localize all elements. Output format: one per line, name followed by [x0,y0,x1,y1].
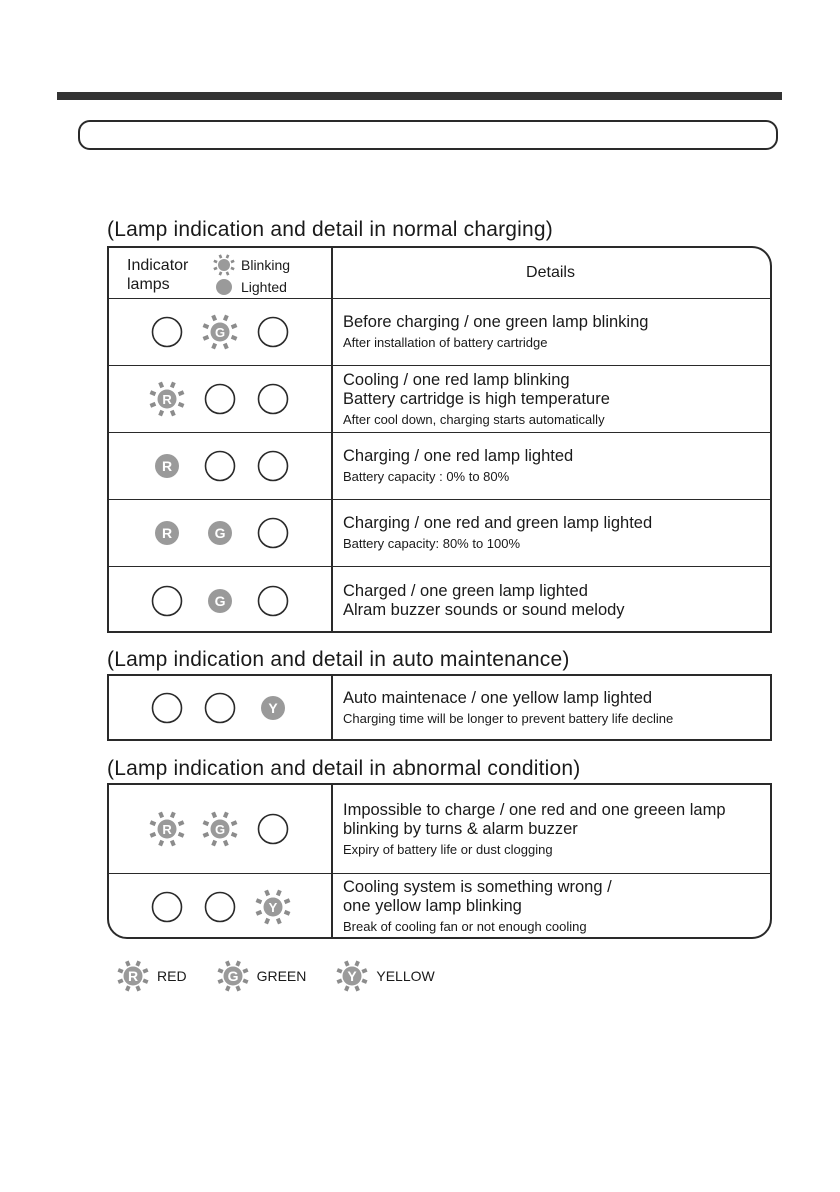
lamp-off-icon [258,518,288,548]
lamp-yellow-blinking-icon [258,892,288,922]
legend-label: GREEN [256,968,307,984]
lamp-off-icon [258,586,288,616]
detail-sub-text: Battery capacity: 80% to 100% [343,536,521,551]
detail-main-text: Cooling / one red lamp blinking [343,370,570,389]
lamp-off-icon [205,693,235,723]
detail-cell [343,500,762,566]
svg-text:G: G [214,822,226,837]
lamp-off-icon [258,384,288,414]
indicator-label-line2: lamps [127,276,170,293]
indicator-lamps-label [127,256,188,294]
legend-item-yellow [336,960,434,992]
lamp-red-blinking-icon [152,384,182,414]
detail-main-text: Auto maintenace / one yellow lamp lighted [343,688,653,707]
lighted-label: Lighted [241,279,287,295]
lamp-green-lighted-icon [205,586,235,616]
lamp-off-icon [152,892,182,922]
detail-sub-text: Break of cooling fan or not enough cooling [343,919,587,934]
red-lamp-icon [117,960,149,992]
lamp-group [109,299,331,365]
lamp-off-icon [205,384,235,414]
detail-main-text: Charging / one red and green lamp lighted [343,514,653,532]
table-row [109,566,770,634]
lamp-group [109,785,331,873]
blinking-label: Blinking [241,257,291,273]
color-legend [117,960,465,992]
auto-maintenance-table [107,674,772,741]
yellow-lamp-icon [336,960,368,992]
section-heading-abnormal: (Lamp indication and detail in abnormal condition) [107,757,581,780]
lamp-off-icon [152,317,182,347]
lighted-icon [213,276,235,298]
lamp-off-icon [258,451,288,481]
svg-text:R: R [162,822,172,837]
table-row [109,873,770,939]
lamp-off-icon [152,693,182,723]
legend-label: YELLOW [376,968,435,984]
lamp-yellow-lighted-icon [258,693,288,723]
detail-main-text: blinking by turns & alarm buzzer [343,819,578,838]
top-rule [57,92,782,100]
lamp-off-icon [152,586,182,616]
svg-text:G: G [214,325,226,340]
table-row [109,785,770,873]
normal-charging-table [107,246,772,633]
detail-cell [343,874,762,939]
detail-sub-text: Battery capacity : 0% to 80% [343,469,510,484]
table-row [109,298,770,365]
svg-text:G: G [214,592,226,609]
svg-text:Y: Y [347,968,358,984]
section-heading-auto: (Lamp indication and detail in auto maintenance) [107,648,570,671]
detail-cell [343,676,762,739]
table-row [109,499,770,566]
title-box [78,120,778,150]
green-lamp-icon [217,960,249,992]
svg-text:G: G [214,525,226,541]
detail-main-text: Impossible to charge / one red and one greeen lamp [343,800,726,819]
svg-text:R: R [162,392,172,407]
table-row [109,365,770,432]
detail-main-text: Battery cartridge is high temperature [343,389,610,408]
detail-cell [343,567,762,634]
column-divider [331,785,333,937]
legend-item-red [117,960,187,992]
lamp-green-blinking-icon [205,814,235,844]
detail-cell [343,366,762,432]
detail-main-text: Cooling system is something wrong / [343,878,612,896]
svg-text:R: R [127,968,139,984]
lamp-group [109,676,331,739]
svg-text:R: R [161,525,173,541]
lamp-off-icon [205,892,235,922]
detail-cell [343,299,762,365]
detail-main-text: Charged / one green lamp lighted [343,581,588,600]
detail-main-text: one yellow lamp blinking [343,897,522,915]
lamp-group [109,433,331,499]
lamp-group [109,366,331,432]
legend-label: RED [157,968,187,984]
svg-text:Y: Y [268,699,278,716]
details-header: Details [526,264,575,281]
column-divider [331,248,333,631]
detail-cell [343,433,762,499]
lamp-red-lighted-icon [152,518,182,548]
abnormal-condition-table [107,783,772,939]
detail-main-text: Charging / one red lamp lighted [343,447,574,465]
indicator-label-line1: Indicator [127,257,189,274]
lighted-legend [213,276,287,298]
detail-sub-text: Expiry of battery life or dust clogging [343,841,553,857]
lamp-green-blinking-icon [205,317,235,347]
legend-item-green [217,960,307,992]
table-header-row [109,248,770,298]
table-row [109,676,770,739]
detail-sub-text: After cool down, charging starts automatically [343,411,605,427]
lamp-off-icon [258,814,288,844]
section-heading-normal: (Lamp indication and detail in normal charging) [107,218,553,241]
svg-text:Y: Y [268,899,278,915]
detail-main-text: Before charging / one green lamp blinking [343,313,649,331]
detail-main-text: Alram buzzer sounds or sound melody [343,600,625,619]
svg-text:R: R [161,458,173,474]
detail-cell [343,785,762,873]
lamp-group [109,567,331,634]
blinking-icon [213,254,235,276]
lamp-group [109,874,331,939]
lamp-group [109,500,331,566]
lamp-red-lighted-icon [152,451,182,481]
column-divider [331,676,333,739]
detail-sub-text: After installation of battery cartridge [343,335,548,350]
lamp-red-blinking-icon [152,814,182,844]
lamp-green-lighted-icon [205,518,235,548]
lamp-off-icon [205,451,235,481]
blinking-legend [213,254,290,276]
table-row [109,432,770,499]
lamp-off-icon [258,317,288,347]
detail-sub-text: Charging time will be longer to prevent battery life decline [343,710,674,726]
svg-text:G: G [227,968,239,984]
